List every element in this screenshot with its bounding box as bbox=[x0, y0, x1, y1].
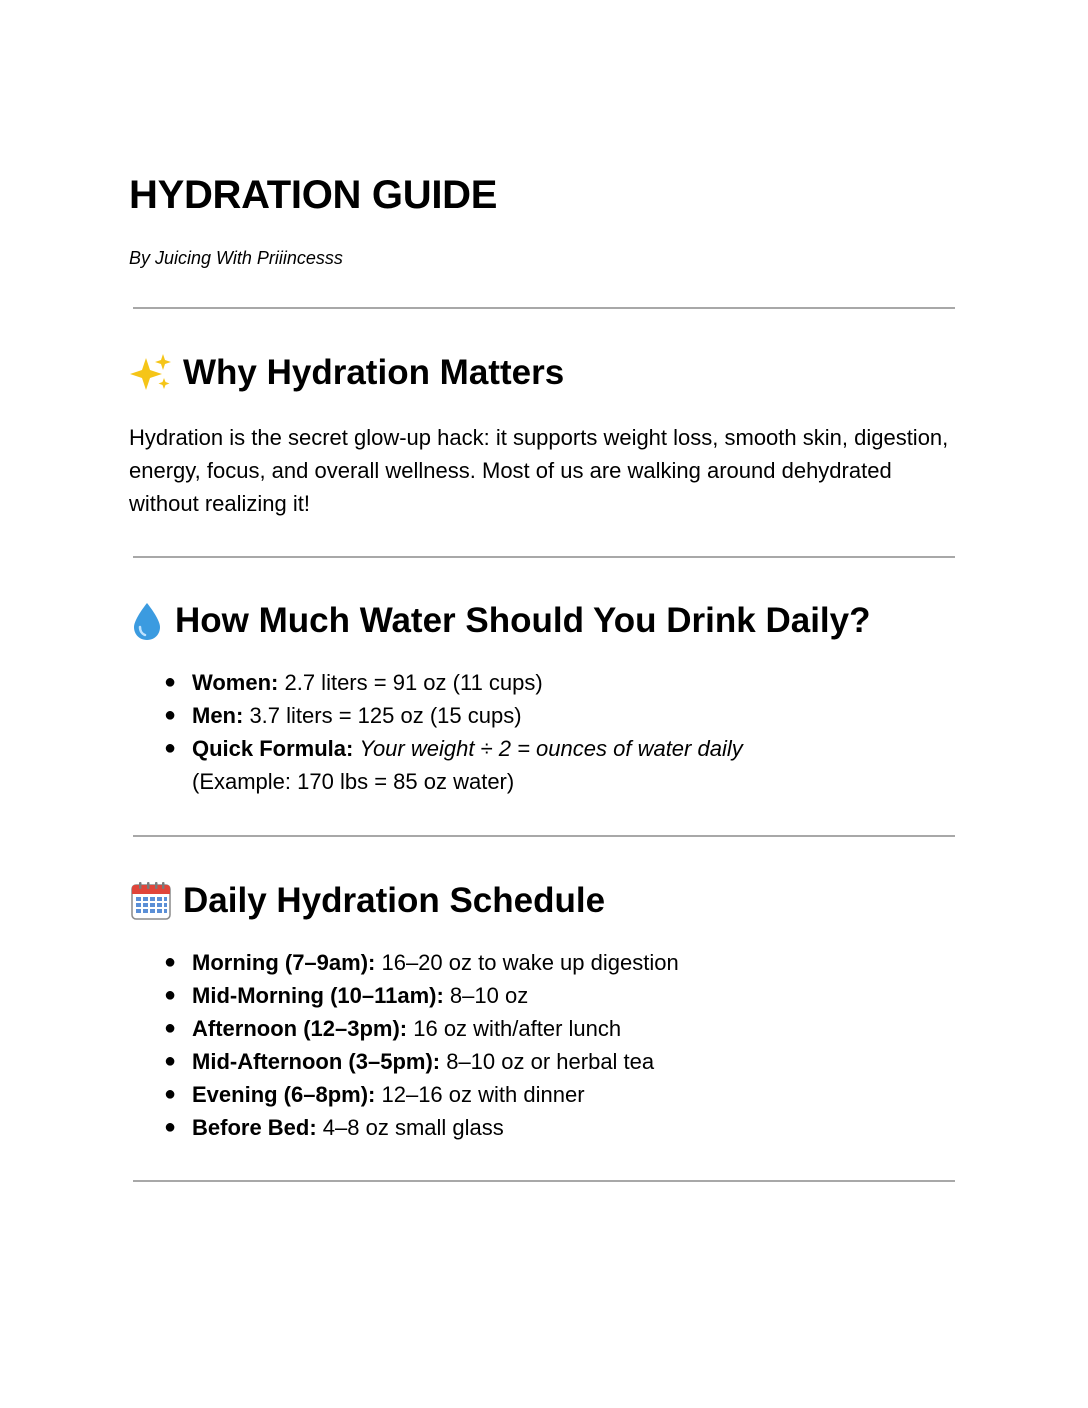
bullet-icon: ● bbox=[164, 984, 177, 1006]
list-item-text: 8–10 oz or herbal tea bbox=[440, 1049, 655, 1074]
section-heading-why-hydration bbox=[129, 352, 564, 394]
list-item-label: Morning (7–9am): bbox=[192, 950, 376, 975]
section-heading-how-much-water bbox=[129, 600, 871, 642]
list-item-text: 16–20 oz to wake up digestion bbox=[375, 950, 679, 975]
bullet-icon: ● bbox=[164, 671, 177, 693]
list-item-text: 2.7 liters = 91 oz (11 cups) bbox=[278, 670, 543, 695]
bullet-icon: ● bbox=[164, 1116, 177, 1138]
list-item bbox=[160, 1045, 679, 1078]
document-title: HYDRATION GUIDE bbox=[129, 173, 498, 217]
why-hydration-paragraph: Hydration is the secret glow-up hack: it supports weight loss, smooth skin, digestion, energy, focus, and overall wellness. Most of us are walking around dehydrated without realizing it! bbox=[129, 425, 949, 516]
list-item-text: 3.7 liters = 125 oz (15 cups) bbox=[243, 703, 522, 728]
list-item-label: Before Bed: bbox=[192, 1115, 317, 1140]
list-item bbox=[160, 1012, 679, 1045]
list-item-label: Women: bbox=[192, 670, 279, 695]
byline: By Juicing With Priiincesss bbox=[129, 248, 343, 268]
divider bbox=[133, 1180, 955, 1182]
list-item bbox=[160, 666, 743, 699]
hydration-schedule-list bbox=[160, 946, 679, 1144]
list-item bbox=[160, 1078, 679, 1111]
bullet-icon: ● bbox=[164, 737, 177, 759]
bullet-icon: ● bbox=[164, 1050, 177, 1072]
list-item-label: Mid-Morning (10–11am): bbox=[192, 983, 444, 1008]
bullet-icon: ● bbox=[164, 704, 177, 726]
water-intake-list bbox=[160, 666, 743, 798]
list-item-label: Men: bbox=[192, 703, 244, 728]
list-item bbox=[160, 732, 743, 798]
list-item-text: 12–16 oz with dinner bbox=[375, 1082, 585, 1107]
list-item-label: Evening (6–8pm): bbox=[192, 1082, 376, 1107]
divider bbox=[133, 556, 955, 558]
list-item-label: Quick Formula: bbox=[192, 736, 354, 761]
formula-text: Your weight ÷ 2 = ounces of water daily bbox=[359, 736, 743, 761]
formula-example: (Example: 170 lbs = 85 oz water) bbox=[192, 769, 515, 794]
bullet-icon: ● bbox=[164, 951, 177, 973]
section-heading-text: Daily Hydration Schedule bbox=[183, 881, 606, 920]
divider bbox=[133, 307, 955, 309]
list-item bbox=[160, 946, 679, 979]
sparkles-icon bbox=[129, 352, 173, 394]
bullet-icon: ● bbox=[164, 1017, 177, 1039]
list-item-text: 4–8 oz small glass bbox=[316, 1115, 504, 1140]
bullet-icon: ● bbox=[164, 1083, 177, 1105]
list-item-text: 8–10 oz bbox=[443, 983, 529, 1008]
list-item-label: Afternoon (12–3pm): bbox=[192, 1016, 408, 1041]
list-item bbox=[160, 699, 743, 732]
divider bbox=[133, 835, 955, 837]
section-heading-text: How Much Water Should You Drink Daily? bbox=[175, 601, 871, 640]
list-item-label: Mid-Afternoon (3–5pm): bbox=[192, 1049, 441, 1074]
list-item bbox=[160, 979, 679, 1012]
calendar-icon bbox=[129, 880, 173, 922]
list-item bbox=[160, 1111, 679, 1144]
section-heading-daily-schedule bbox=[129, 880, 605, 922]
water-droplet-icon bbox=[129, 600, 165, 642]
section-heading-text: Why Hydration Matters bbox=[183, 353, 565, 392]
list-item-text: 16 oz with/after lunch bbox=[407, 1016, 622, 1041]
